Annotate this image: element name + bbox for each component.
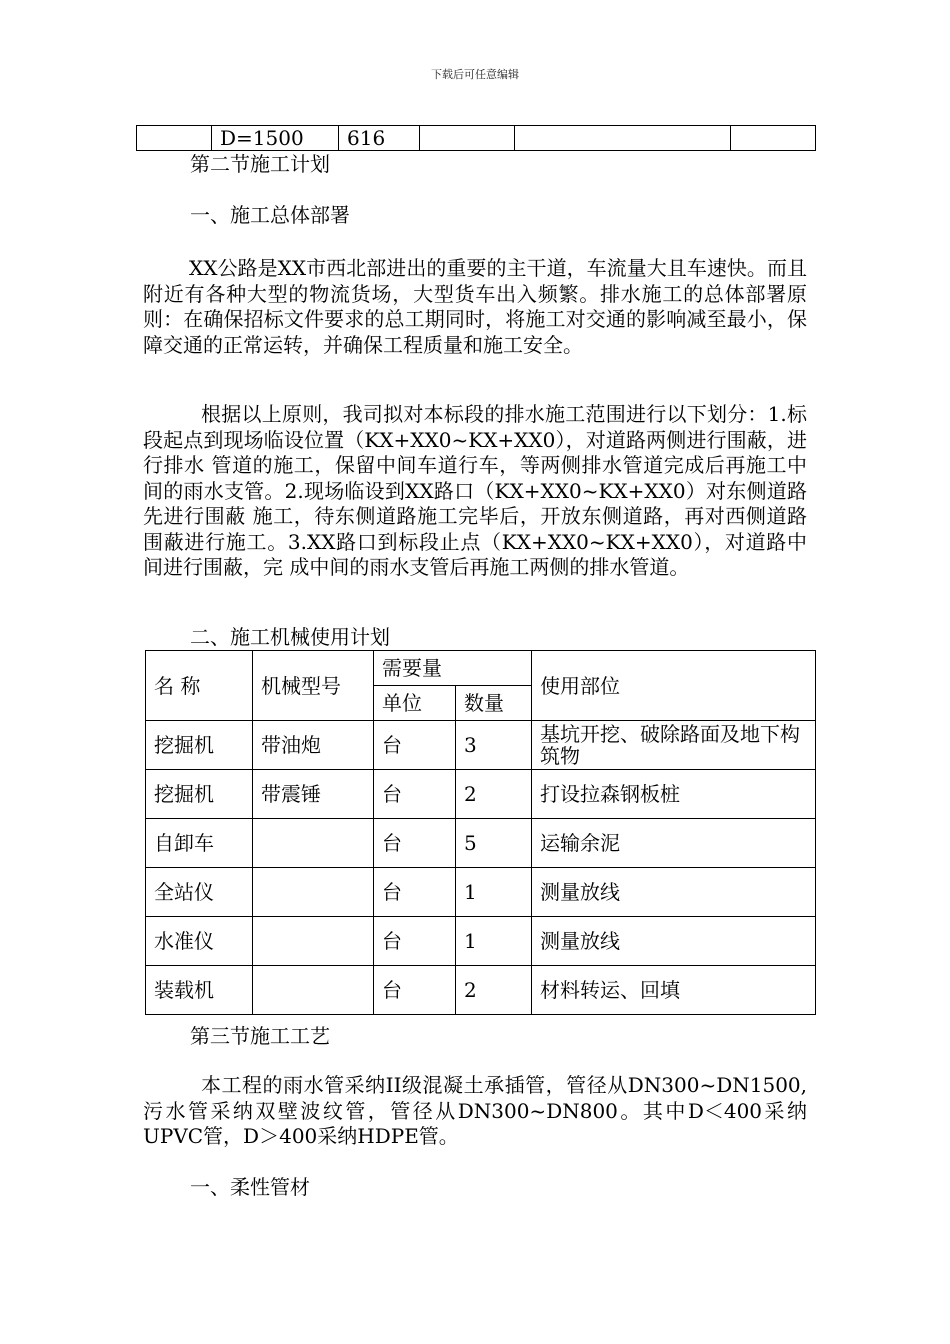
cell-name: 挖掘机 xyxy=(146,770,253,819)
cell-usage: 打设拉森钢板桩 xyxy=(532,770,816,819)
top-table xyxy=(136,125,816,151)
sub2-title: 二、施工机械使用计划 xyxy=(190,625,390,649)
cell-model xyxy=(253,966,374,1015)
table-cell xyxy=(420,126,515,151)
header-qty: 数量 xyxy=(456,686,532,721)
table-row xyxy=(146,917,816,966)
section2-title: 第二节施工计划 xyxy=(190,152,330,176)
cell-name: 自卸车 xyxy=(146,819,253,868)
table-cell xyxy=(137,126,212,151)
cell-qty: 1 xyxy=(456,917,532,966)
cell-unit: 台 xyxy=(374,819,456,868)
table-row xyxy=(146,868,816,917)
cell-usage: 材料转运、回填 xyxy=(532,966,816,1015)
cell-usage: 基坑开挖、破除路面及地下构筑物 xyxy=(532,721,816,770)
cell-name: 挖掘机 xyxy=(146,721,253,770)
cell-usage: 测量放线 xyxy=(532,868,816,917)
cell-qty: 3 xyxy=(456,721,532,770)
cell-usage: 运输余泥 xyxy=(532,819,816,868)
header-unit: 单位 xyxy=(374,686,456,721)
page-header: 下载后可任意编辑 xyxy=(431,68,519,81)
cell-unit: 台 xyxy=(374,868,456,917)
table-row xyxy=(146,721,816,770)
paragraph-deployment: XX公路是XX市西北部进出的重要的主干道，车流量大且车速快。而且附近有各种大型的物流货场，大型货车出入频繁。排水施工的总体部署原则：在确保招标文件要求的总工期同时，将施工对交通的影响减至最小，保障交通的正常运转，并确保工程质量和施工安全。 xyxy=(143,256,807,357)
cell-model: 带震锤 xyxy=(253,770,374,819)
cell-unit: 台 xyxy=(374,917,456,966)
section3-title: 第三节施工工艺 xyxy=(190,1024,330,1048)
cell-qty: 2 xyxy=(456,966,532,1015)
table-cell: 616 xyxy=(339,126,420,151)
cell-model xyxy=(253,819,374,868)
table-cell xyxy=(515,126,731,151)
cell-usage: 测量放线 xyxy=(532,917,816,966)
cell-qty: 5 xyxy=(456,819,532,868)
cell-model xyxy=(253,917,374,966)
table-row xyxy=(146,770,816,819)
cell-unit: 台 xyxy=(374,966,456,1015)
sub3-title: 一、柔性管材 xyxy=(190,1175,310,1199)
paragraph-division: 根据以上原则，我司拟对本标段的排水施工范围进行以下划分：1.标段起点到现场临设位置（KX+XX0~KX+XX0），对道路两侧进行围蔽，进行排水 管道的施工，保留中间车道行车，等两侧排水管道完成后再施工中间的雨水支管。2.现场临设到XX路口（KX+XX0~KX+XX0）对东侧道路先进行围蔽 施工，待东侧道路施工完毕后，开放东侧道路，再对西侧道路围蔽进行施工。3.XX路口到标段止点（KX+XX0~KX+XX0），对道路中间进行围蔽，完 成中间的雨水支管后再施工两侧的排水管道。 xyxy=(143,402,807,579)
cell-name: 水准仪 xyxy=(146,917,253,966)
header-usage: 使用部位 xyxy=(532,651,816,721)
header-demand: 需要量 xyxy=(374,651,532,686)
table-cell: D=1500 xyxy=(212,126,339,151)
machine-table xyxy=(145,650,816,1015)
table-row xyxy=(146,966,816,1015)
table-row xyxy=(146,819,816,868)
cell-model xyxy=(253,868,374,917)
cell-unit: 台 xyxy=(374,721,456,770)
paragraph-craft: 本工程的雨水管采纳II级混凝土承插管，管径从DN300~DN1500,污水管采纳双壁波纹管，管径从DN300~DN800。其中D＜400采纳UPVC管，D＞400采纳HDPE管。 xyxy=(143,1073,807,1148)
table-header-row xyxy=(146,651,816,686)
cell-name: 全站仪 xyxy=(146,868,253,917)
cell-name: 装载机 xyxy=(146,966,253,1015)
cell-unit: 台 xyxy=(374,770,456,819)
table-cell xyxy=(731,126,816,151)
cell-qty: 2 xyxy=(456,770,532,819)
cell-qty: 1 xyxy=(456,868,532,917)
header-name: 名 称 xyxy=(146,651,253,721)
sub1-title: 一、施工总体部署 xyxy=(190,203,350,227)
header-model: 机械型号 xyxy=(253,651,374,721)
cell-model: 带油炮 xyxy=(253,721,374,770)
table-row xyxy=(137,126,816,151)
